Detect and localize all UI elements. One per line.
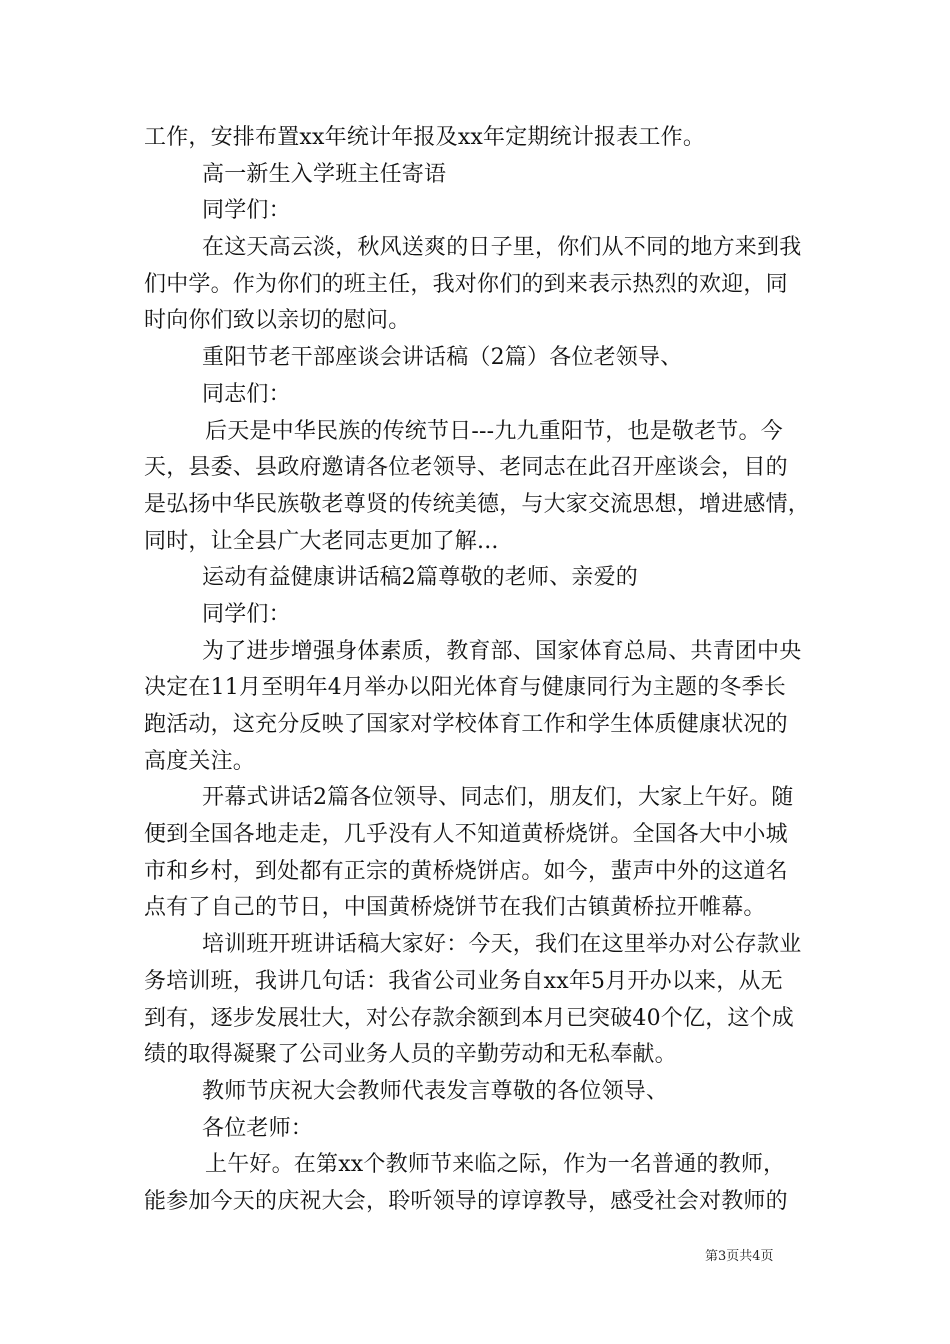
salutation: 各位老师： [202, 1115, 314, 1141]
section-heading: 重阳节老干部座谈会讲话稿（2篇）各位老领导、 [202, 345, 683, 371]
salutation: 同学们： [202, 198, 291, 224]
text-line: 们中学。作为你们的班主任，我对你们的到来表示热烈的欢迎，同 [144, 271, 788, 297]
text-line: 时向你们致以亲切的慰问。 [144, 308, 411, 334]
salutation: 同学们： [202, 601, 291, 627]
text-line: 绩的取得凝聚了公司业务人员的辛勤劳动和无私奉献。 [144, 1042, 677, 1068]
text-line: 工作，安排布置xx年统计年报及xx年定期统计报表工作。 [144, 125, 706, 150]
text-line: 决定在11月至明年4月举办以阳光体育与健康同行为主题的冬季长 [144, 675, 786, 701]
paragraph-start: 开幕式讲话2篇各位领导、同志们，朋友们，大家上午好。随 [202, 785, 794, 811]
paragraph-start: 培训班开班讲话稿大家好：今天，我们在这里举办对公存款业 [202, 932, 802, 958]
section-heading: 高一新生入学班主任寄语 [202, 161, 447, 187]
text-line: 到有，逐步发展壮大，对公存款余额到本月已突破40个亿，这个成 [144, 1005, 794, 1031]
text-line: 同时，让全县广大老同志更加了解... [144, 528, 499, 554]
page-number: 第3页共4页 [705, 1249, 774, 1264]
text-line: 市和乡村，到处都有正宗的黄桥烧饼店。如今，蜚声中外的这道名 [144, 858, 788, 884]
section-heading: 教师节庆祝大会教师代表发言尊敬的各位领导、 [202, 1078, 669, 1104]
paragraph-start: 在这天高云淡，秋风送爽的日子里，你们从不同的地方来到我 [202, 235, 802, 261]
paragraph-start: 后天是中华民族的传统节日---九九重阳节，也是敬老节。今 [205, 418, 783, 444]
text-line: 是弘扬中华民族敬老尊贤的传统美德，与大家交流思想，增进感情， [144, 491, 811, 517]
text-line: 点有了自己的节日，中国黄桥烧饼节在我们古镇黄桥拉开帷幕。 [144, 895, 766, 921]
paragraph-start: 为了进步增强身体素质，教育部、国家体育总局、共青团中央 [202, 638, 802, 664]
salutation: 同志们： [202, 381, 291, 407]
paragraph-start: 上午好。在第xx个教师节来临之际，作为一名普通的教师， [205, 1152, 786, 1178]
text-line: 跑活动，这充分反映了国家对学校体育工作和学生体质健康状况的 [144, 712, 788, 737]
text-line: 高度关注。 [144, 748, 256, 774]
text-line: 务培训班，我讲几句话：我省公司业务自xx年5月开办以来，从无 [144, 968, 783, 994]
document-body [144, 120, 824, 1221]
section-heading: 运动有益健康讲话稿2篇尊敬的老师、亲爱的 [202, 565, 638, 591]
text-line: 天，县委、县政府邀请各位老领导、老同志在此召开座谈会，目的 [144, 455, 788, 481]
text-line: 便到全国各地走走，几乎没有人不知道黄桥烧饼。全国各大中小城 [144, 822, 788, 848]
text-line: 能参加今天的庆祝大会，聆听领导的谆谆教导，感受社会对教师的 [144, 1188, 788, 1214]
